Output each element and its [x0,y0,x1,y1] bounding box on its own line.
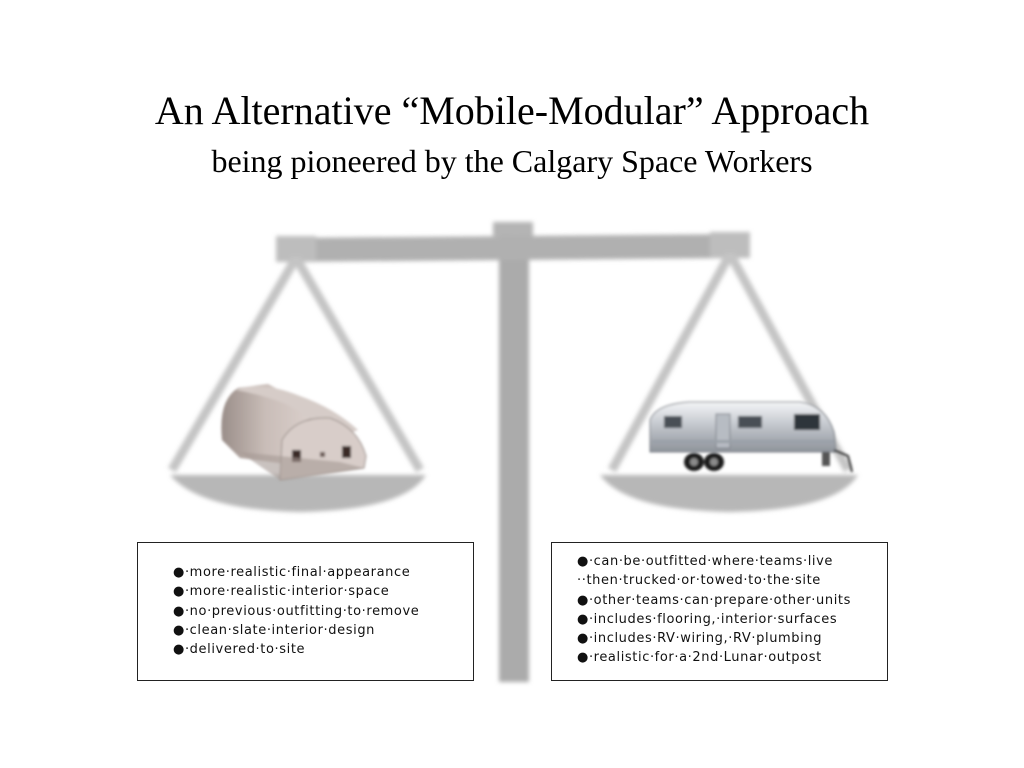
list-item: ●·other·teams·can·prepare·other·units [577,592,851,608]
list-item: ●·more·realistic·final·appearance [173,565,411,580]
list-item: ●·realistic·for·a·2nd·Lunar·outpost [577,650,822,666]
list-item: ●·includes·flooring,·interior·surfaces [577,611,838,627]
list-item: ●·includes·RV·wiring,·RV·plumbing [577,631,823,647]
list-item: ··then·trucked·or·towed·to·the·site [577,573,821,589]
quonset-benefits-list [173,563,473,659]
mobile-modular-benefits-box [551,542,888,681]
list-item: ●·no·previous·outfitting·to·remove [173,603,420,619]
slide-subtitle: being pioneered by the Calgary Space Workers [211,143,813,179]
slide-title: An Alternative “Mobile-Modular” Approach [154,88,870,133]
rv-trailer-icon [650,402,852,472]
quonset-benefits-box [137,542,474,681]
mobile-modular-benefits-list [577,552,887,668]
list-item: ●·more·realistic·interior·space [173,584,390,600]
list-item: ●·clean·slate·interior·design [173,622,376,638]
list-item: ●·can·be·outfitted·where·teams·live [577,554,834,569]
list-item: ●·delivered·to·site [173,642,306,658]
quonset-hut-icon [221,384,366,480]
